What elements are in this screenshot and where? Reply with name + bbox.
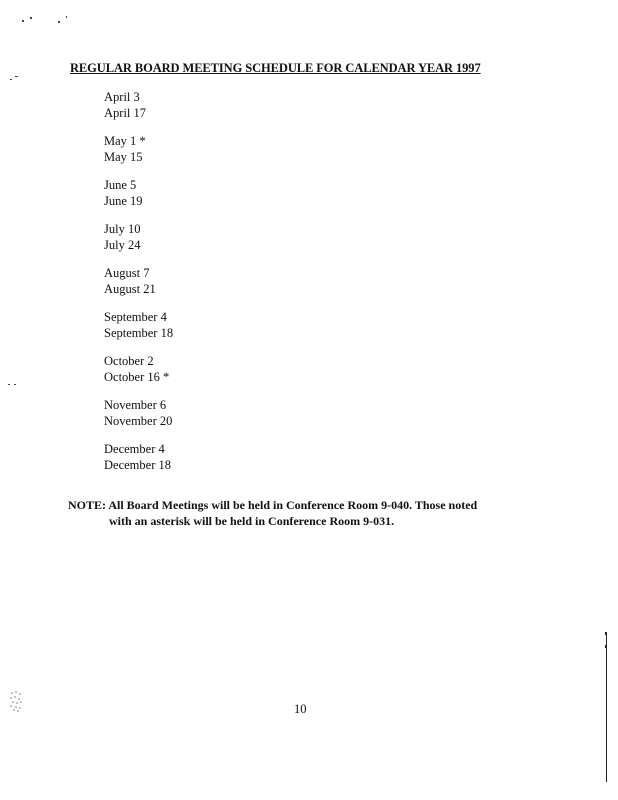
note-paragraph	[68, 497, 477, 529]
page-title: REGULAR BOARD MEETING SCHEDULE FOR CALENDAR YEAR 1997	[70, 61, 481, 75]
meeting-date: November 6	[104, 398, 167, 412]
month-group-september	[104, 310, 304, 341]
scan-speck	[15, 76, 18, 77]
note-line: NOTE: All Board Meetings will be held in Conference Room 9-040. Those noted	[68, 498, 478, 512]
month-group-july	[104, 222, 304, 253]
meeting-date: April 3	[104, 90, 140, 104]
scan-speck	[14, 384, 16, 385]
meeting-date: September 4	[104, 310, 167, 324]
scan-speck	[8, 384, 10, 385]
meeting-date: May 1 *	[104, 134, 146, 148]
scan-speck	[22, 20, 24, 22]
scan-speck	[10, 79, 12, 80]
note-line: with an asterisk will be held in Conference Room 9-031.	[109, 514, 395, 528]
month-group-november	[104, 398, 304, 429]
meeting-date: October 16 *	[104, 369, 170, 384]
meeting-date: June 5	[104, 178, 137, 192]
scan-stamp-mark	[8, 690, 24, 712]
meeting-schedule-list	[104, 90, 304, 486]
month-group-august	[104, 266, 304, 297]
meeting-date: July 24	[104, 237, 141, 252]
scan-speck	[58, 21, 60, 23]
scan-speck	[30, 17, 32, 19]
meeting-date: June 19	[104, 193, 143, 208]
scan-speck	[66, 16, 67, 18]
month-group-june	[104, 178, 304, 209]
meeting-date: August 21	[104, 281, 156, 296]
month-group-october	[104, 354, 304, 385]
month-group-april	[104, 90, 304, 121]
month-group-december	[104, 442, 304, 473]
meeting-date: August 7	[104, 266, 150, 280]
meeting-date: July 10	[104, 222, 141, 236]
meeting-date: December 4	[104, 442, 165, 456]
meeting-date: September 18	[104, 325, 174, 340]
meeting-date: May 15	[104, 149, 143, 164]
month-group-may	[104, 134, 304, 165]
meeting-date: December 18	[104, 457, 171, 472]
meeting-date: April 17	[104, 105, 147, 120]
scan-edge-line	[606, 632, 607, 782]
meeting-date: October 2	[104, 354, 154, 368]
meeting-date: November 20	[104, 413, 173, 428]
page-number: 10	[294, 702, 307, 716]
